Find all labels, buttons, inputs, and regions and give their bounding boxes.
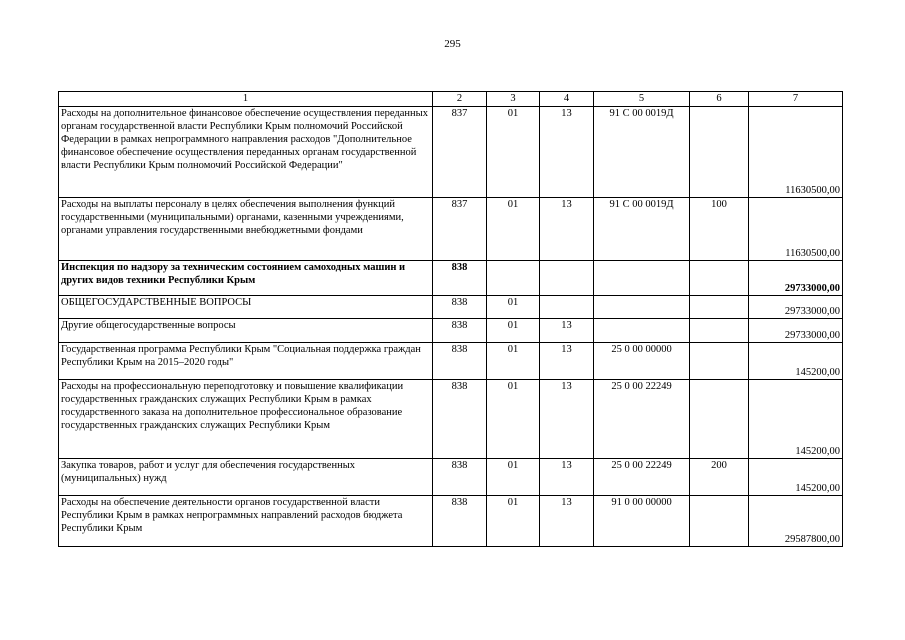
ministry-code-cell: 838: [433, 319, 487, 343]
section-code-cell: 01: [487, 198, 540, 261]
expense-name-cell: Расходы на обеспечение деятельности органов государственной власти Республики Крым в рамках непрограммных направлений расходов бюджета Республики Крым: [59, 496, 433, 547]
table-row: [59, 459, 843, 496]
expense-type-cell: [690, 296, 749, 319]
amount-cell: 29733000,00: [749, 319, 843, 343]
ministry-code-cell: 837: [433, 107, 487, 198]
expense-name-cell: Расходы на дополнительное финансовое обеспечение осуществления переданных органам государственной власти Республики Крым полномочий Российской Федерации в рамках непрограммного направления расходов "Дополнительное финансовое обеспечение осуществления переданных органам государственной власти Республики Крым полномочий Российской Федерации": [59, 107, 433, 198]
target-article-cell: [594, 261, 690, 296]
ministry-code-cell: 838: [433, 296, 487, 319]
ministry-code-cell: 838: [433, 380, 487, 459]
amount-cell: 145200,00: [749, 343, 843, 380]
page-number: 295: [444, 38, 461, 50]
subsection-code-cell: 13: [540, 198, 594, 261]
amount-cell: 29733000,00: [749, 296, 843, 319]
section-code-cell: 01: [487, 319, 540, 343]
subsection-code-cell: 13: [540, 319, 594, 343]
header-cell: 4: [540, 92, 594, 107]
expense-name-cell: Инспекция по надзору за техническим состоянием самоходных машин и других видов техники Республики Крым: [59, 261, 433, 296]
section-code-cell: 01: [487, 107, 540, 198]
expense-type-cell: 200: [690, 459, 749, 496]
expense-name-cell: Другие общегосударственные вопросы: [59, 319, 433, 343]
section-code-cell: 01: [487, 496, 540, 547]
header-cell: 5: [594, 92, 690, 107]
table-header-row: [59, 92, 843, 107]
expense-type-cell: [690, 343, 749, 380]
section-code-cell: [487, 261, 540, 296]
header-cell: 3: [487, 92, 540, 107]
target-article-cell: 25 0 00 22249: [594, 380, 690, 459]
header-cell: 2: [433, 92, 487, 107]
expense-name-cell: Закупка товаров, работ и услуг для обеспечения государственных (муниципальных) нужд: [59, 459, 433, 496]
table-row: [59, 198, 843, 261]
subsection-code-cell: 13: [540, 496, 594, 547]
expense-name-cell: Расходы на выплаты персоналу в целях обеспечения выполнения функций государственными (муниципальными) органами, казенными учреждениями, органами управления государственными внебюджетными фондами: [59, 198, 433, 261]
subsection-code-cell: 13: [540, 107, 594, 198]
target-article-cell: 25 0 00 00000: [594, 343, 690, 380]
target-article-cell: 25 0 00 22249: [594, 459, 690, 496]
section-code-cell: 01: [487, 459, 540, 496]
budget-table: [58, 91, 843, 547]
expense-type-cell: [690, 496, 749, 547]
table-row: [59, 261, 843, 296]
amount-cell: 29733000,00: [749, 261, 843, 296]
table-row: [59, 343, 843, 380]
expense-type-cell: [690, 319, 749, 343]
expense-name-cell: ОБЩЕГОСУДАРСТВЕННЫЕ ВОПРОСЫ: [59, 296, 433, 319]
section-code-cell: 01: [487, 343, 540, 380]
header-cell: 7: [749, 92, 843, 107]
table-row: [59, 319, 843, 343]
expense-name-cell: Государственная программа Республики Крым "Социальная поддержка граждан Республики Крым на 2015–2020 годы": [59, 343, 433, 380]
amount-cell: 145200,00: [749, 459, 843, 496]
subsection-code-cell: [540, 261, 594, 296]
expense-type-cell: [690, 107, 749, 198]
target-article-cell: 91 С 00 0019Д: [594, 107, 690, 198]
amount-cell: 11630500,00: [749, 107, 843, 198]
table-row: [59, 496, 843, 547]
amount-cell: 29587800,00: [749, 496, 843, 547]
target-article-cell: 91 0 00 00000: [594, 496, 690, 547]
header-cell: 1: [59, 92, 433, 107]
section-code-cell: 01: [487, 380, 540, 459]
ministry-code-cell: 837: [433, 198, 487, 261]
subsection-code-cell: 13: [540, 343, 594, 380]
table-row: [59, 107, 843, 198]
expense-type-cell: 100: [690, 198, 749, 261]
expense-type-cell: [690, 261, 749, 296]
table-row: [59, 380, 843, 459]
section-code-cell: 01: [487, 296, 540, 319]
target-article-cell: [594, 296, 690, 319]
amount-cell: 145200,00: [749, 380, 843, 459]
target-article-cell: 91 С 00 0019Д: [594, 198, 690, 261]
ministry-code-cell: 838: [433, 496, 487, 547]
table-row: [59, 296, 843, 319]
subsection-code-cell: 13: [540, 380, 594, 459]
expense-type-cell: [690, 380, 749, 459]
expense-name-cell: Расходы на профессиональную переподготовку и повышение квалификации государственных гражданских служащих Республики Крым в рамках государственного заказа на дополнительное профессиональное образование государственных гражданских служащих Республики Крым: [59, 380, 433, 459]
amount-cell: 11630500,00: [749, 198, 843, 261]
subsection-code-cell: [540, 296, 594, 319]
target-article-cell: [594, 319, 690, 343]
ministry-code-cell: 838: [433, 261, 487, 296]
header-cell: 6: [690, 92, 749, 107]
ministry-code-cell: 838: [433, 459, 487, 496]
subsection-code-cell: 13: [540, 459, 594, 496]
ministry-code-cell: 838: [433, 343, 487, 380]
